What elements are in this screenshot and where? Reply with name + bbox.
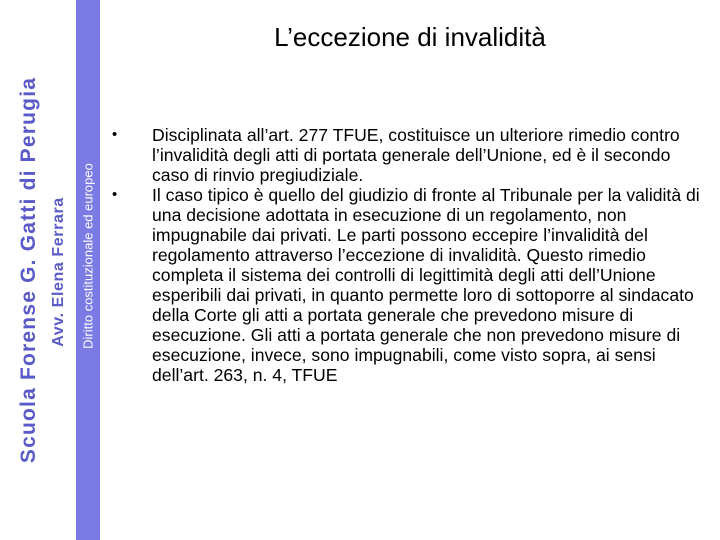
author-name: Avv. Elena Ferrara <box>50 197 67 347</box>
bullet-text: Disciplinata all’art. 277 TFUE, costituisce un ulteriore rimedio contro l’invalidità degli atti di portata generale dell’Unione, ed è il secondo caso di rinvio pregiudiziale. <box>152 125 680 185</box>
sidebar <box>0 0 100 540</box>
bullet-item <box>112 185 704 385</box>
slide-title: L’eccezione di invalidità <box>274 22 546 52</box>
bullet-dot-icon: • <box>112 126 118 143</box>
bullet-list <box>112 125 704 385</box>
school-name: Scuola Forense G. Gatti di Perugia <box>17 76 40 464</box>
bullet-text: Il caso tipico è quello del giudizio di fronte al Tribunale per la validità di una decisione adottata in esecuzione di un regolamento, non impugnabile dai privati. Le parti possono eccepire l’invalidità del regolamento attraverso l’eccezione di invalidità. Questo rimedio completa il sistema dei controlli di legittimità degli atti dell’Unione esperibili dai privati, in quanto permette loro di sottoporre al sindacato della Corte gli atti a portata generale che prevedono misure di esecuzione. Gli atti a portata generale che non prevedono misure di esecuzione, invece, sono impugnabili, come visto sopra, ai sensi dell’art. 263, n. 4, TFUE <box>152 185 700 385</box>
course-name: Diritto costituzionale ed europeo <box>80 163 96 349</box>
bullet-item <box>112 125 704 185</box>
bullet-dot-icon: • <box>112 186 118 203</box>
